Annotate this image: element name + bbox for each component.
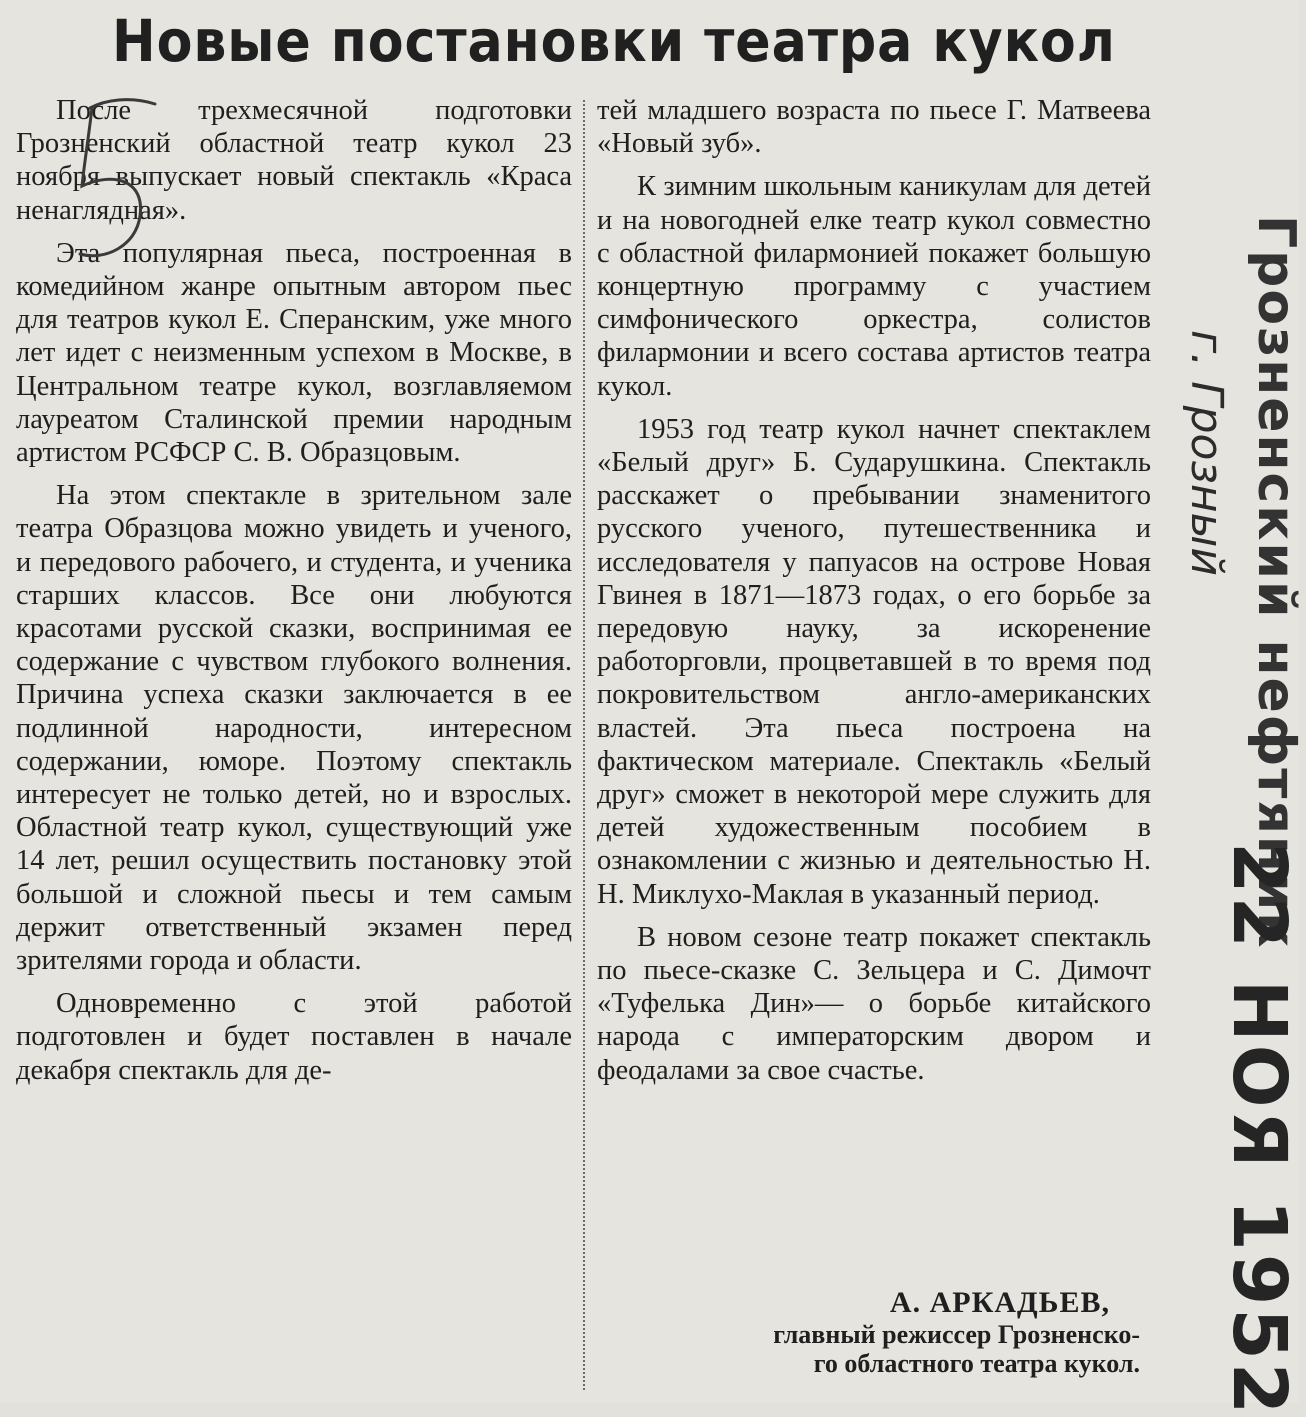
article-title: Новые постановки театра кукол — [112, 7, 1116, 75]
author-name: А. АРКАДЬЕВ, — [889, 1286, 1110, 1319]
paragraph: На этом спектакле в зрительном зале театра Образцова можно увидеть и ученого, и передового рабочего, и студента, и ученика старших классов. Все они любуются красотами русской сказки, воспринимая ее содержание с чувством глубокого волнения. Причина успеха сказки заключается в ее подлинной народности, интересном содержании, юморе. Поэтому спектакль интересует не только детей, но и взрослых. Областной театр кукол, существующий уже 14 лет, решил осуществить постановку этой большой и сложной пьесы и тем самым держит ответственный экзамен перед зрителями города и области. — [16, 480, 572, 977]
paragraph: После трехмесячной подготовки Грозненский областной театр кукол 23 ноября выпускает новый спектакль «Краса ненаглядная». — [16, 95, 572, 226]
date-stamp: 22 НОЯ 1952 — [1216, 842, 1302, 1417]
paragraph: Эта популярная пьеса, построенная в комедийном жанре опытным автором пьес для театров кукол Е. Сперанским, уже много лет идет с неизменным успехом в Москве, в Центральном театре кукол, возглавляемом лауреатом Сталинской премии народным артистом РСФСР С. В. Образцовым. — [16, 237, 572, 469]
pencil-mark-icon — [60, 86, 180, 276]
author-role: главный режиссер Грозненско- — [773, 1320, 1140, 1349]
paragraph: В новом сезоне театр покажет спектакль по пьесе-сказке С. Зельцера и С. Димочт «Туфелька Дин»— о борьбе китайского народа с императорским двором и феодалами за свое счастье. — [597, 921, 1151, 1086]
right-column — [597, 94, 1151, 1087]
paragraph: Одновременно с этой работой подготовлен и будет поставлен в начале декабря спектакль для де- — [16, 988, 572, 1086]
newspaper-name: Грозненский нефтяник — [1246, 215, 1306, 950]
column-divider — [583, 100, 585, 1390]
paragraph: К зимним школьным каникулам для детей и на новогодней елке театр кукол совместно с областной филармонией покажет большую концертную программу с участием симфонического оркестра, солистов филармонии и всего состава артистов театра кукол. — [597, 171, 1151, 402]
author-role: го областного театра кукол. — [813, 1349, 1140, 1378]
author-signature — [600, 1286, 1152, 1378]
paragraph: 1953 год театр кукол начнет спектаклем «Белый друг» Б. Сударушкина. Спектакль расскажет о пребывании знаменитого русского ученого, путешественника и исследователя у папуасов на острове Новая Гвинея в 1871—1873 годах, о его борьбе за передовую науку, за искоренение работорговли, процветавшей в то время под покровительством англо-американских властей. Эта пьеса построена на фактическом материале. Спектакль «Белый друг» сможет в некоторой мере служить для детей художественным пособием в ознакомлении с жизнью и деятельностью Н. Н. Миклухо-Маклая в указанный период. — [597, 413, 1151, 910]
paragraph-continuation: тей младшего возраста по пьесе Г. Матвеева «Новый зуб». — [597, 95, 1151, 160]
handwritten-city-note: г. Грозный — [1181, 330, 1232, 576]
